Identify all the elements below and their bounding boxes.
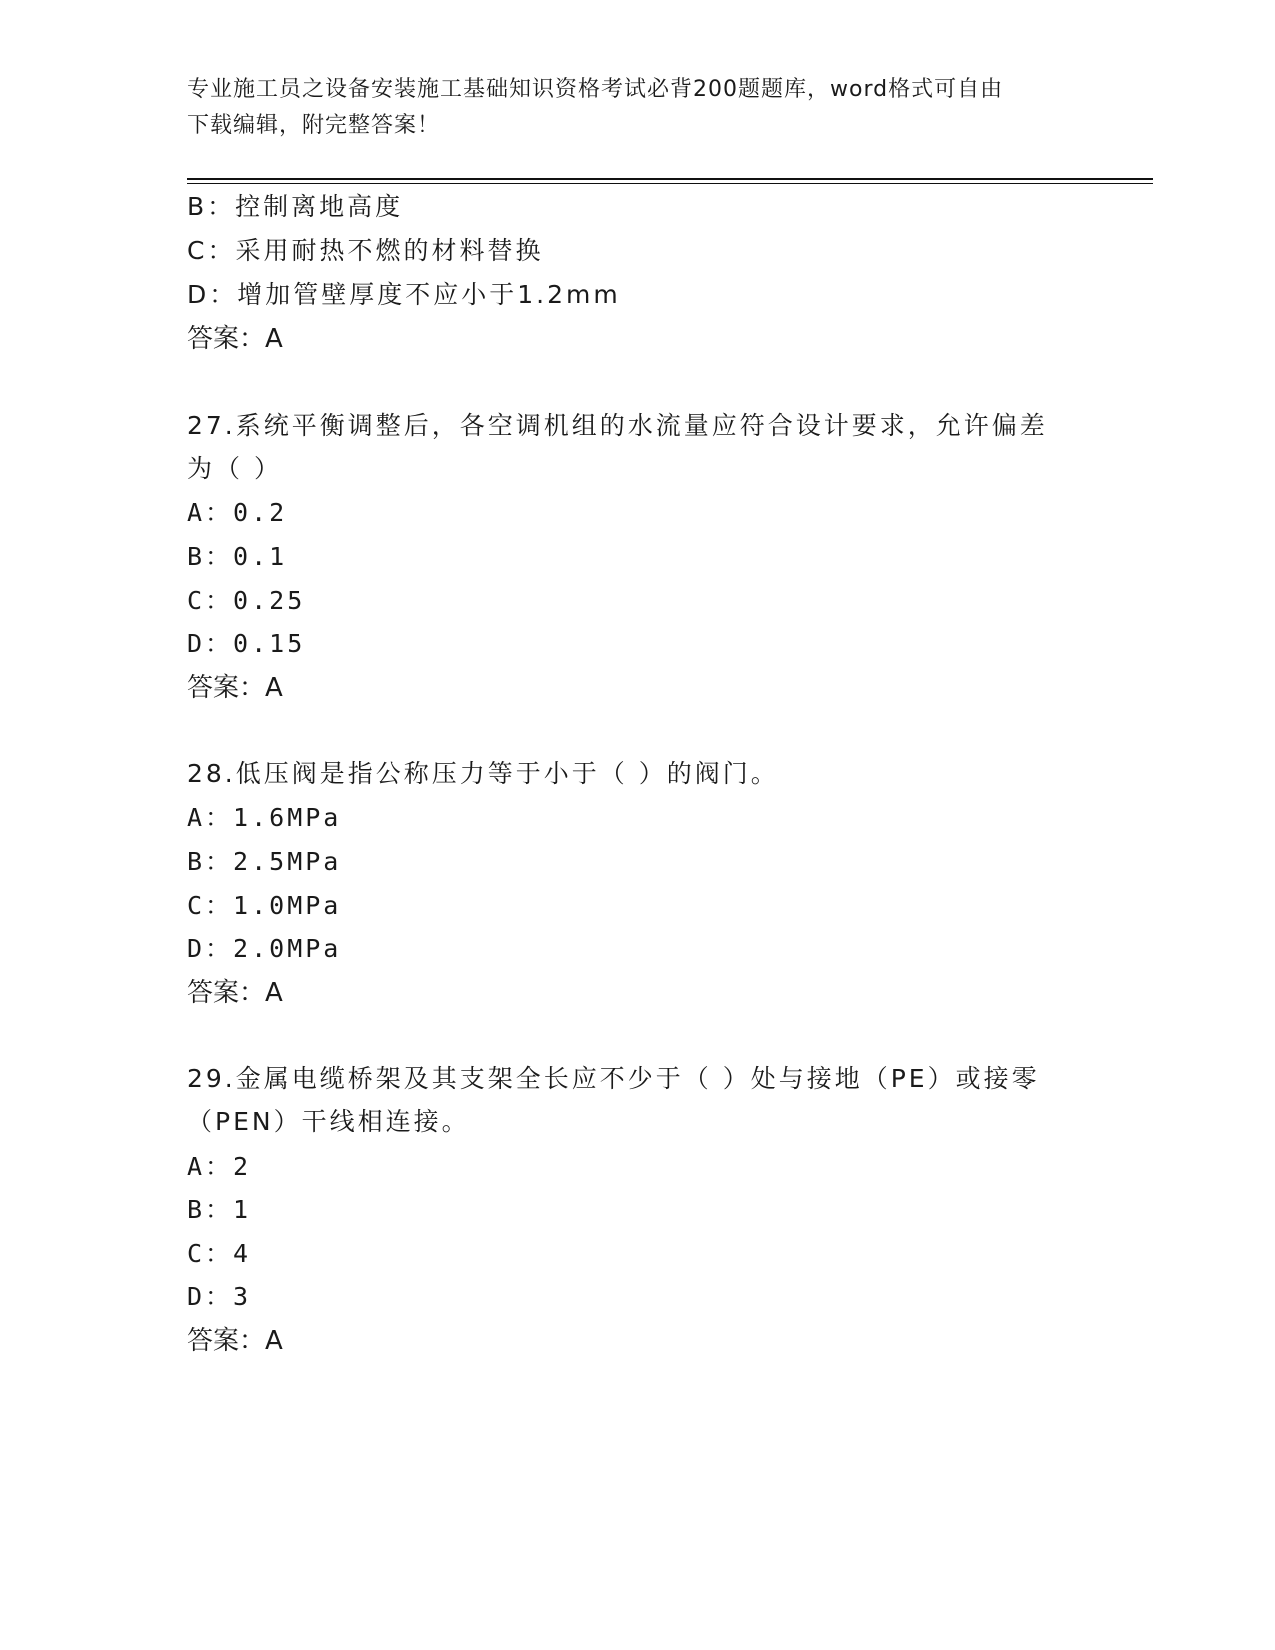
q29-answer: 答案：A: [187, 1326, 283, 1356]
q27-stem-line-1: 27.系统平衡调整后，各空调机组的水流量应符合设计要求，允许偏差: [187, 411, 1048, 440]
q28-option-d: D：2.0MPa: [187, 934, 342, 963]
q29-stem-line-1: 29.金属电缆桥架及其支架全长应不少于（ ）处与接地（PE）或接零: [187, 1064, 1040, 1093]
q28-answer: 答案：A: [187, 978, 283, 1008]
q26-option-c: C：采用耐热不燃的材料替换: [187, 236, 544, 265]
q29-option-a: A：2: [187, 1152, 252, 1181]
header-line-1: 专业施工员之设备安装施工基础知识资格考试必背200题题库，word格式可自由: [187, 77, 1004, 102]
q27-option-d: D：0.15: [187, 629, 306, 658]
q29-option-b: B：1: [187, 1195, 252, 1224]
q28-option-b: B：2.5MPa: [187, 847, 342, 876]
q27-option-a: A：0.2: [187, 498, 288, 527]
header-divider-thick: [187, 178, 1153, 180]
q27-stem-line-2: 为（ ）: [187, 454, 282, 483]
q29-option-c: C：4: [187, 1239, 252, 1268]
document-header: [187, 72, 1067, 144]
q26-answer: 答案：A: [187, 324, 283, 354]
q26-option-b: B：控制离地高度: [187, 192, 404, 221]
q28-stem-line-1: 28.低压阀是指公称压力等于小于（ ）的阀门。: [187, 759, 779, 788]
q29-stem-line-2: （PEN）干线相连接。: [187, 1107, 470, 1136]
header-line-2: 下载编辑，附完整答案！: [187, 113, 441, 138]
q27-option-c: C：0.25: [187, 586, 306, 615]
q28-option-a: A：1.6MPa: [187, 803, 342, 832]
q27-answer: 答案：A: [187, 673, 283, 703]
q27-option-b: B：0.1: [187, 542, 288, 571]
q26-option-d: D：增加管壁厚度不应小于1.2mm: [187, 280, 621, 309]
q29-option-d: D：3: [187, 1282, 252, 1311]
q28-option-c: C：1.0MPa: [187, 891, 342, 920]
header-divider-thin: [187, 183, 1153, 184]
